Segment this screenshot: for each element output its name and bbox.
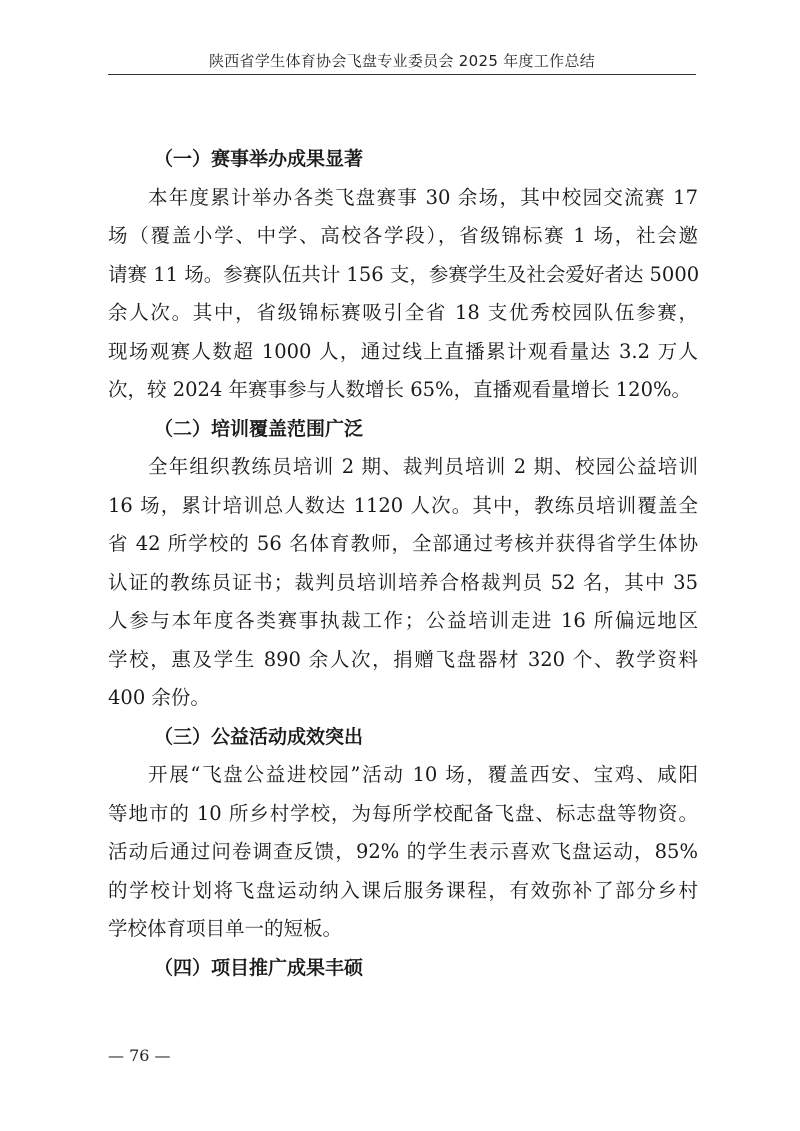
- text-line: 学校体育项目单一的短板。: [108, 917, 343, 940]
- document-body: [108, 140, 698, 987]
- section-1-paragraph: [108, 179, 698, 410]
- text-line: 16 场，累计培训总人数达 1120 人次。其中，教练员培训覆盖全: [108, 493, 698, 517]
- text-line: 学校，惠及学生 890 余人次，捐赠飞盘器材 320 个、教学资料: [108, 647, 698, 671]
- header-rule: [108, 74, 696, 75]
- section-heading-1: （一）赛事举办成果显著: [154, 148, 364, 170]
- text-line: 人参与本年度各类赛事执裁工作；公益培训走进 16 所偏远地区: [108, 609, 698, 632]
- text-line: 省 42 所学校的 56 名体育教师，全部通过考核并获得省学生体协: [108, 532, 698, 555]
- text-line: 余人次。其中，省级锦标赛吸引全省 18 支优秀校园队伍参赛，: [108, 301, 698, 324]
- text-line: 开展“飞盘公益进校园”活动 10 场，覆盖西安、宝鸡、咸阳: [148, 763, 698, 786]
- page-number: — 76 —: [108, 1046, 171, 1065]
- text-line: 现场观赛人数超 1000 人，通过线上直播累计观看量达 3.2 万人: [108, 339, 698, 363]
- text-line: 认证的教练员证书；裁判员培训培养合格裁判员 52 名，其中 35: [108, 570, 698, 594]
- text-line: 活动后通过问卷调查反馈，92% 的学生表示喜欢飞盘运动，85%: [108, 840, 698, 863]
- section-2-paragraph: [108, 448, 698, 718]
- section-3-paragraph: [108, 756, 698, 949]
- text-line: 次，较 2024 年赛事参与人数增长 65%，直播观看量增长 120%。: [108, 378, 692, 401]
- running-header: 陕西省学生体育协会飞盘专业委员会 2025 年度工作总结: [208, 52, 596, 70]
- text-line: 场（覆盖小学、中学、高校各学段），省级锦标赛 1 场，社会邀: [108, 224, 698, 247]
- section-heading-2: （二）培训覆盖范围广泛: [154, 417, 364, 440]
- text-line: 请赛 11 场。参赛队伍共计 156 支，参赛学生及社会爱好者达 5000: [108, 262, 700, 286]
- text-line: 400 余份。: [108, 686, 210, 709]
- text-line: 本年度累计举办各类飞盘赛事 30 余场，其中校园交流赛 17: [148, 185, 698, 209]
- text-line: 全年组织教练员培训 2 期、裁判员培训 2 期、校园公益培训: [148, 455, 698, 478]
- section-heading-3: （三）公益活动成效突出: [154, 725, 364, 748]
- section-heading-4: （四）项目推广成果丰硕: [154, 956, 364, 979]
- text-line: 等地市的 10 所乡村学校，为每所学校配备飞盘、标志盘等物资。: [108, 801, 698, 825]
- text-line: 的学校计划将飞盘运动纳入课后服务课程，有效弥补了部分乡村: [108, 878, 698, 902]
